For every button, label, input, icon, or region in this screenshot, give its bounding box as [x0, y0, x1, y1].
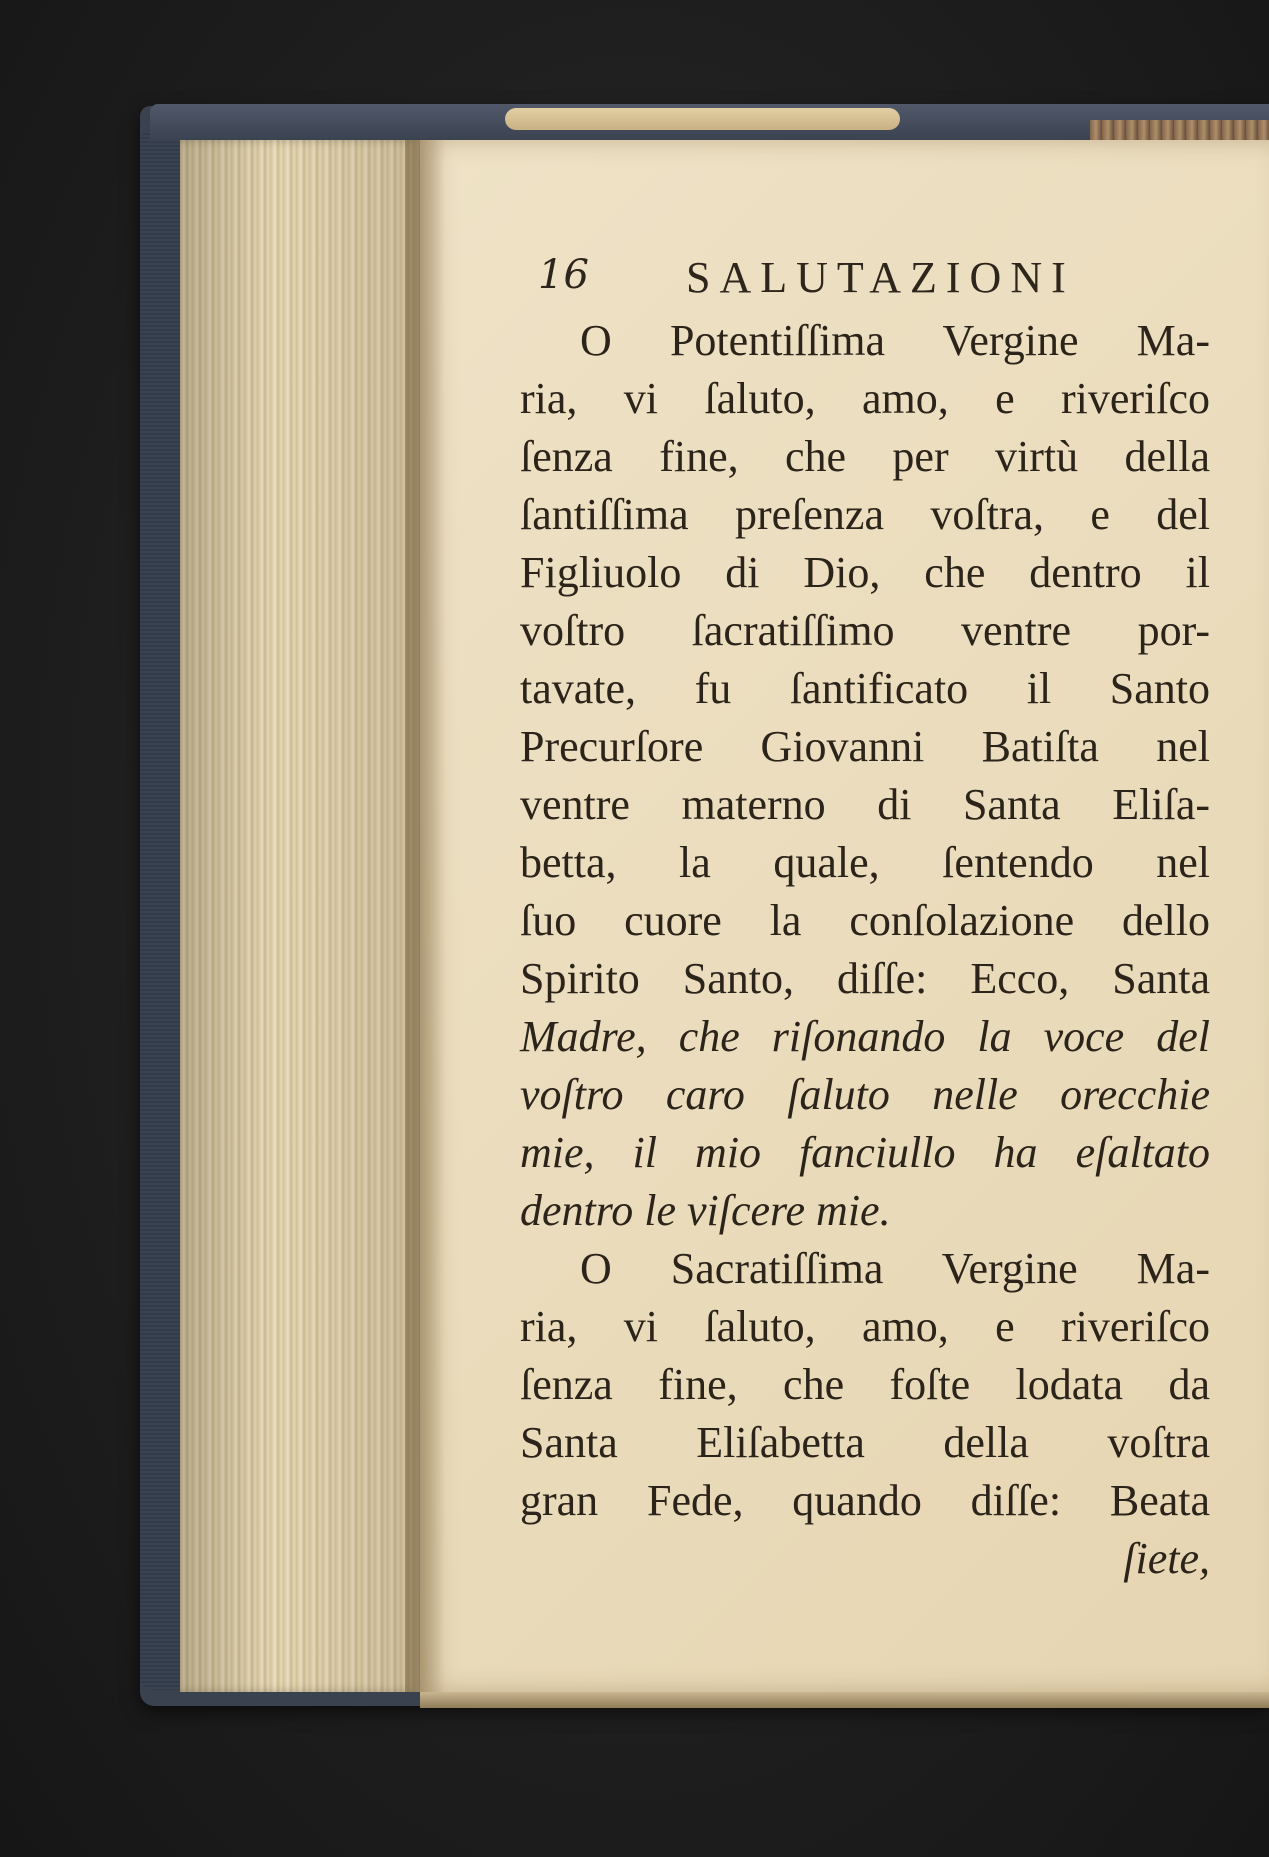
text-line: ria, vi ſaluto, amo, e riveriſco: [520, 374, 1210, 423]
text-line: Figliuolo di Dio, che dentro il: [520, 548, 1210, 597]
text-line: ventre materno di Santa Eliſa-: [520, 780, 1210, 829]
text-line: ſenza fine, che per virtù della: [520, 432, 1210, 481]
headband: [505, 108, 900, 130]
text-line: Santa Eliſabetta della voſtra: [520, 1418, 1210, 1467]
text-line-italic: voſtro caro ſaluto nelle orecchie: [520, 1070, 1210, 1119]
catchword: ſiete,: [1123, 1534, 1210, 1583]
page-gutter: [405, 140, 445, 1692]
text-line: tavate, fu ſantificato il Santo: [520, 664, 1210, 713]
running-title: SALUTAZIONI: [686, 253, 1075, 302]
text-line-italic: dentro le viſcere mie.: [520, 1186, 891, 1235]
text-line: O Sacratiſſima Vergine Ma-: [580, 1244, 1210, 1293]
text-line: O Potentiſſima Vergine Ma-: [580, 316, 1210, 365]
body-text: [520, 312, 1210, 1588]
text-line: ſuo cuore la conſolazione dello: [520, 896, 1210, 945]
text-line-italic: Madre, che riſonando la voce del: [520, 1012, 1210, 1061]
page-bottom-edge: [420, 1692, 1269, 1708]
text-line: gran Fede, quando diſſe: Beata: [520, 1476, 1210, 1525]
text-line: Spirito Santo, diſſe: Ecco, Santa: [520, 954, 1210, 1003]
text-line: betta, la quale, ſentendo nel: [520, 838, 1210, 887]
page-header: [538, 252, 1098, 312]
page-edges-shade: [180, 140, 420, 1692]
text-line: voſtro ſacratiſſimo ventre por-: [520, 606, 1210, 655]
text-line: ſenza fine, che foſte lodata da: [520, 1360, 1210, 1409]
text-line: ria, vi ſaluto, amo, e riveriſco: [520, 1302, 1210, 1351]
page-number: 16: [538, 252, 589, 298]
text-line-italic: mie, il mio fanciullo ha eſaltato: [520, 1128, 1210, 1177]
text-line: ſantiſſima preſenza voſtra, e del: [520, 490, 1210, 539]
text-line: Precurſore Giovanni Batiſta nel: [520, 722, 1210, 771]
